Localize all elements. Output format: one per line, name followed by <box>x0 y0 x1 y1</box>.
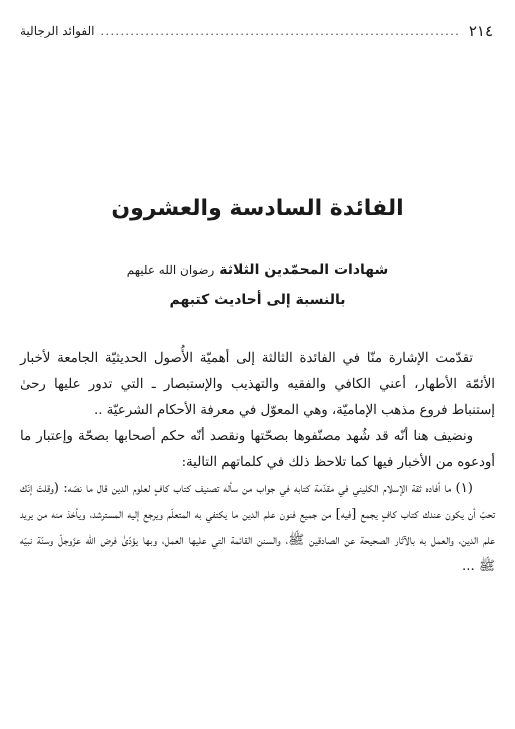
chapter-subtitle-line2: بالنسبة إلى أحاديث كتبهم <box>169 292 346 308</box>
chapter-title: الفائدة السادسة والعشرون <box>111 196 404 221</box>
leader-dots: ........................................................................ <box>100 24 461 38</box>
paragraph: (١) ما أفاده ثقة الإسلام الكليني في مقدّمة كتابه في جواب من سأله تصنيف كتاب كافٍ لعلوم الدين قال ما نصّه: (وقلتَ إنّك تحبّ أن يكون عندك كتاب كافٍ يجمع [فيه] من جميع فنون علم الدين ما يكتفي به المتعلّم ويرجع إليه المسترشد، ويأخذ منه من يريد علم الدين، والعمل به بالآثار الصحيحة عن الصادقين ﷺ، والسنن القائمة التي عليها العمل، وبها يؤدّىٰ فرض الله عزّوجلّ وسنّة نبيّه ﷺ ... <box>20 481 495 574</box>
subtitle-blessing: رضوان الله عليهم <box>126 263 215 277</box>
paragraph: تقدّمت الإشارة منّا في الفائدة الثالثة إلى أهميّة الأُصول الحديثيّة الجامعة لأخبار الأئمّة الأطهار، أعني الكافي والفقيه والتهذيب والإستبصار ـ التي تدور عليها رحىٰ إستنباط فروع مذهب الإماميّة، وهي المعوّل في معرفة الأحكام الشرعيّة .. <box>20 351 495 418</box>
paragraph: ونضيف هنا أنّه قد شُهد مصنّفوها بصحّتها ونقصد أنّه حكم أصحابها بصحّة وإعتبار ما أودعوه من الأخبار فيها كما تلاحظ ذلك في كلماتهم التالية: <box>20 429 495 470</box>
page-number: ٢١٤ <box>468 22 493 40</box>
chapter-subtitle <box>0 262 515 278</box>
running-title: الفوائد الرجالية <box>20 24 95 38</box>
subtitle-main: شهادات المحمّدين الثلاثة <box>219 262 389 278</box>
page-header <box>20 22 493 40</box>
body-text <box>20 346 495 580</box>
